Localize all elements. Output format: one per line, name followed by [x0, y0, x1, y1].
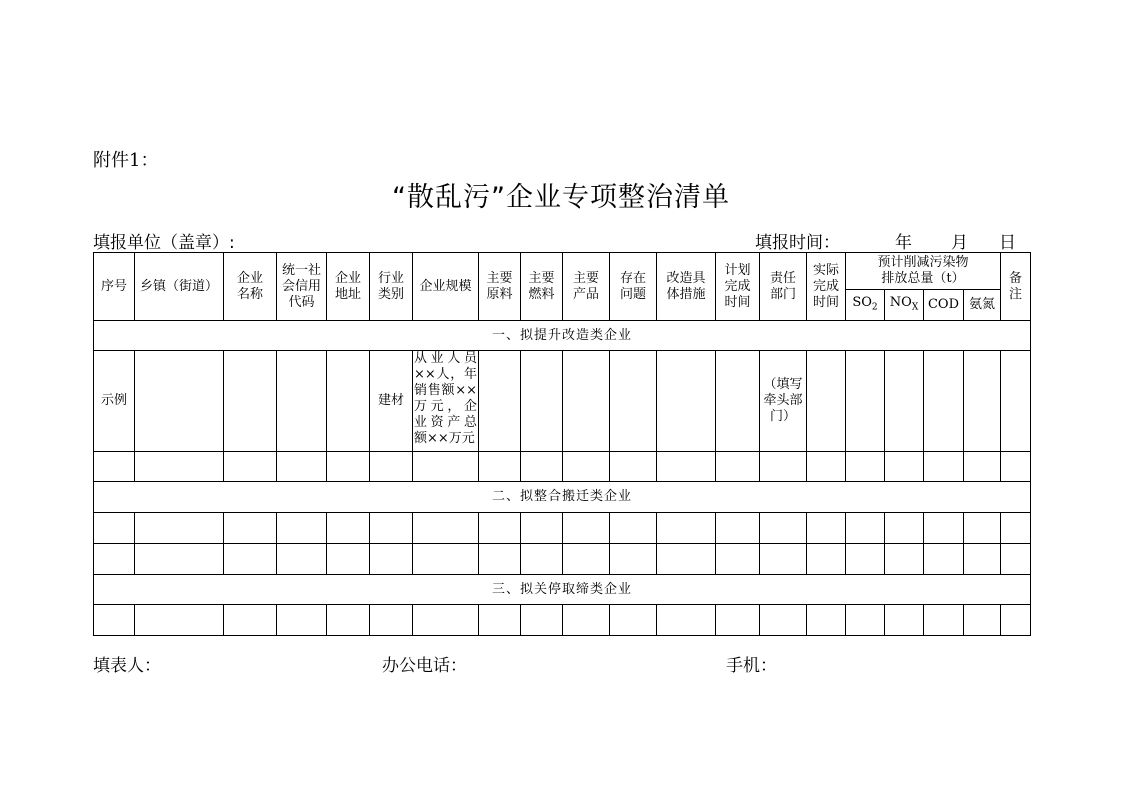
cell[interactable]: [521, 513, 563, 544]
header-issues: 存在问题: [610, 253, 657, 321]
cell[interactable]: [277, 605, 327, 636]
cell[interactable]: [610, 351, 657, 452]
header-fuel: 主要燃料: [521, 253, 563, 321]
cell[interactable]: [885, 544, 924, 575]
cell[interactable]: [657, 605, 716, 636]
cell[interactable]: [327, 351, 370, 452]
cell[interactable]: [964, 544, 1001, 575]
example-dept: （填写牵头部门）: [760, 351, 807, 452]
cell[interactable]: [224, 544, 277, 575]
cell[interactable]: [1001, 351, 1031, 452]
section-row: [94, 575, 1031, 605]
cell[interactable]: [479, 452, 521, 482]
header-company-name: 企业名称: [224, 253, 277, 321]
cell[interactable]: [964, 605, 1001, 636]
cell[interactable]: [563, 544, 610, 575]
cell[interactable]: [924, 351, 964, 452]
header-measures: 改造具体措施: [657, 253, 716, 321]
cell[interactable]: [807, 452, 846, 482]
cell[interactable]: [224, 605, 277, 636]
cell[interactable]: [716, 452, 760, 482]
year-label: 年: [895, 233, 912, 253]
mobile-label: 手机：: [726, 656, 777, 676]
cell[interactable]: [1001, 544, 1031, 575]
cell[interactable]: [94, 605, 135, 636]
rectification-table: [93, 252, 1031, 636]
phone-label: 办公电话：: [382, 656, 467, 676]
cell[interactable]: [479, 513, 521, 544]
cell[interactable]: [610, 452, 657, 482]
cell[interactable]: [964, 351, 1001, 452]
header-product: 主要产品: [563, 253, 610, 321]
header-plan-time: 计划完成时间: [716, 253, 760, 321]
section-relocate: 二、拟整合搬迁类企业: [94, 482, 1031, 513]
cell[interactable]: [807, 605, 846, 636]
cell[interactable]: [885, 605, 924, 636]
cell[interactable]: [563, 513, 610, 544]
cell[interactable]: [135, 452, 224, 482]
section-row: [94, 321, 1031, 351]
header-remarks: 备注: [1001, 253, 1031, 321]
cell[interactable]: [277, 452, 327, 482]
reporting-unit-label: 填报单位（盖章）:: [93, 233, 235, 253]
filler-label: 填表人：: [93, 656, 161, 676]
cell[interactable]: [846, 513, 885, 544]
cell[interactable]: [479, 605, 521, 636]
document-title: “散乱污”企业专项整治清单: [392, 182, 730, 213]
cell[interactable]: [846, 452, 885, 482]
cell[interactable]: [924, 513, 964, 544]
cell[interactable]: [327, 513, 370, 544]
cell[interactable]: [413, 513, 479, 544]
cell[interactable]: [94, 544, 135, 575]
cell[interactable]: [277, 544, 327, 575]
cell[interactable]: [413, 544, 479, 575]
cell[interactable]: [521, 351, 563, 452]
cell[interactable]: [135, 544, 224, 575]
header-reduction-group: 预计削减污染物排放总量（t）: [846, 253, 1001, 290]
example-row: [94, 351, 1031, 452]
table-row: [94, 605, 1031, 636]
header-scale: 企业规模: [413, 253, 479, 321]
cell[interactable]: [1001, 513, 1031, 544]
cell[interactable]: [327, 452, 370, 482]
cell[interactable]: [413, 605, 479, 636]
cell[interactable]: [885, 351, 924, 452]
table-row: [94, 544, 1031, 575]
header-credit-code: 统一社会信用代码: [277, 253, 327, 321]
month-label: 月: [951, 233, 968, 253]
header-seq: 序号: [94, 253, 135, 321]
cell[interactable]: [885, 452, 924, 482]
cell[interactable]: [277, 351, 327, 452]
header-nh3n: 氨氮: [964, 290, 1001, 321]
cell[interactable]: [807, 544, 846, 575]
cell[interactable]: [1001, 452, 1031, 482]
cell[interactable]: [885, 513, 924, 544]
header-cod: COD: [924, 290, 964, 321]
header-nox: $NO_X$: [885, 290, 924, 321]
cell[interactable]: [1001, 605, 1031, 636]
section-row: [94, 482, 1031, 513]
cell[interactable]: [521, 605, 563, 636]
cell[interactable]: [563, 452, 610, 482]
cell[interactable]: [846, 351, 885, 452]
cell[interactable]: [277, 513, 327, 544]
header-address: 企业地址: [327, 253, 370, 321]
cell[interactable]: [521, 452, 563, 482]
cell[interactable]: [94, 513, 135, 544]
header-dept: 责任部门: [760, 253, 807, 321]
cell[interactable]: [657, 452, 716, 482]
cell[interactable]: [924, 544, 964, 575]
header-raw-material: 主要原料: [479, 253, 521, 321]
cell[interactable]: [327, 605, 370, 636]
cell[interactable]: [370, 452, 413, 482]
cell[interactable]: [807, 351, 846, 452]
cell[interactable]: [760, 605, 807, 636]
cell[interactable]: [760, 513, 807, 544]
cell[interactable]: [610, 544, 657, 575]
cell[interactable]: [760, 452, 807, 482]
cell[interactable]: [135, 351, 224, 452]
cell[interactable]: [413, 452, 479, 482]
cell[interactable]: [370, 513, 413, 544]
cell[interactable]: [479, 351, 521, 452]
cell[interactable]: [521, 544, 563, 575]
cell[interactable]: [924, 452, 964, 482]
cell[interactable]: [846, 605, 885, 636]
day-label: 日: [999, 233, 1016, 253]
header-actual-time: 实际完成时间: [807, 253, 846, 321]
table-row: [94, 513, 1031, 544]
example-seq: 示例: [94, 351, 135, 452]
cell[interactable]: [657, 544, 716, 575]
header-so2: $SO_2$: [846, 290, 885, 321]
header-row-1: [94, 253, 1031, 290]
cell[interactable]: [846, 544, 885, 575]
cell[interactable]: [760, 544, 807, 575]
cell[interactable]: [807, 513, 846, 544]
cell[interactable]: [224, 351, 277, 452]
cell[interactable]: [716, 544, 760, 575]
example-industry: 建材: [370, 351, 413, 452]
cell[interactable]: [964, 513, 1001, 544]
header-town: 乡镇（街道）: [135, 253, 224, 321]
table-row: [94, 452, 1031, 482]
cell[interactable]: [964, 452, 1001, 482]
cell[interactable]: [716, 605, 760, 636]
attachment-label: 附件1：: [93, 150, 159, 171]
cell[interactable]: [657, 513, 716, 544]
cell[interactable]: [479, 544, 521, 575]
cell[interactable]: [610, 605, 657, 636]
cell[interactable]: [224, 513, 277, 544]
cell[interactable]: [716, 513, 760, 544]
cell[interactable]: [563, 351, 610, 452]
cell[interactable]: [563, 605, 610, 636]
cell[interactable]: [924, 605, 964, 636]
section-upgrade: 一、拟提升改造类企业: [94, 321, 1031, 351]
cell[interactable]: [716, 351, 760, 452]
cell[interactable]: [610, 513, 657, 544]
cell[interactable]: [327, 544, 370, 575]
cell[interactable]: [657, 351, 716, 452]
cell[interactable]: [135, 513, 224, 544]
cell[interactable]: [94, 452, 135, 482]
cell[interactable]: [370, 605, 413, 636]
cell[interactable]: [370, 544, 413, 575]
example-scale: 从业人员××人，年销售额××万元，企业资产总额××万元: [413, 351, 479, 452]
reporting-time: [755, 228, 1016, 253]
reporting-time-label: 填报时间：: [755, 233, 840, 253]
section-shutdown: 三、拟关停取缔类企业: [94, 575, 1031, 605]
cell[interactable]: [135, 605, 224, 636]
header-industry: 行业类别: [370, 253, 413, 321]
cell[interactable]: [224, 452, 277, 482]
